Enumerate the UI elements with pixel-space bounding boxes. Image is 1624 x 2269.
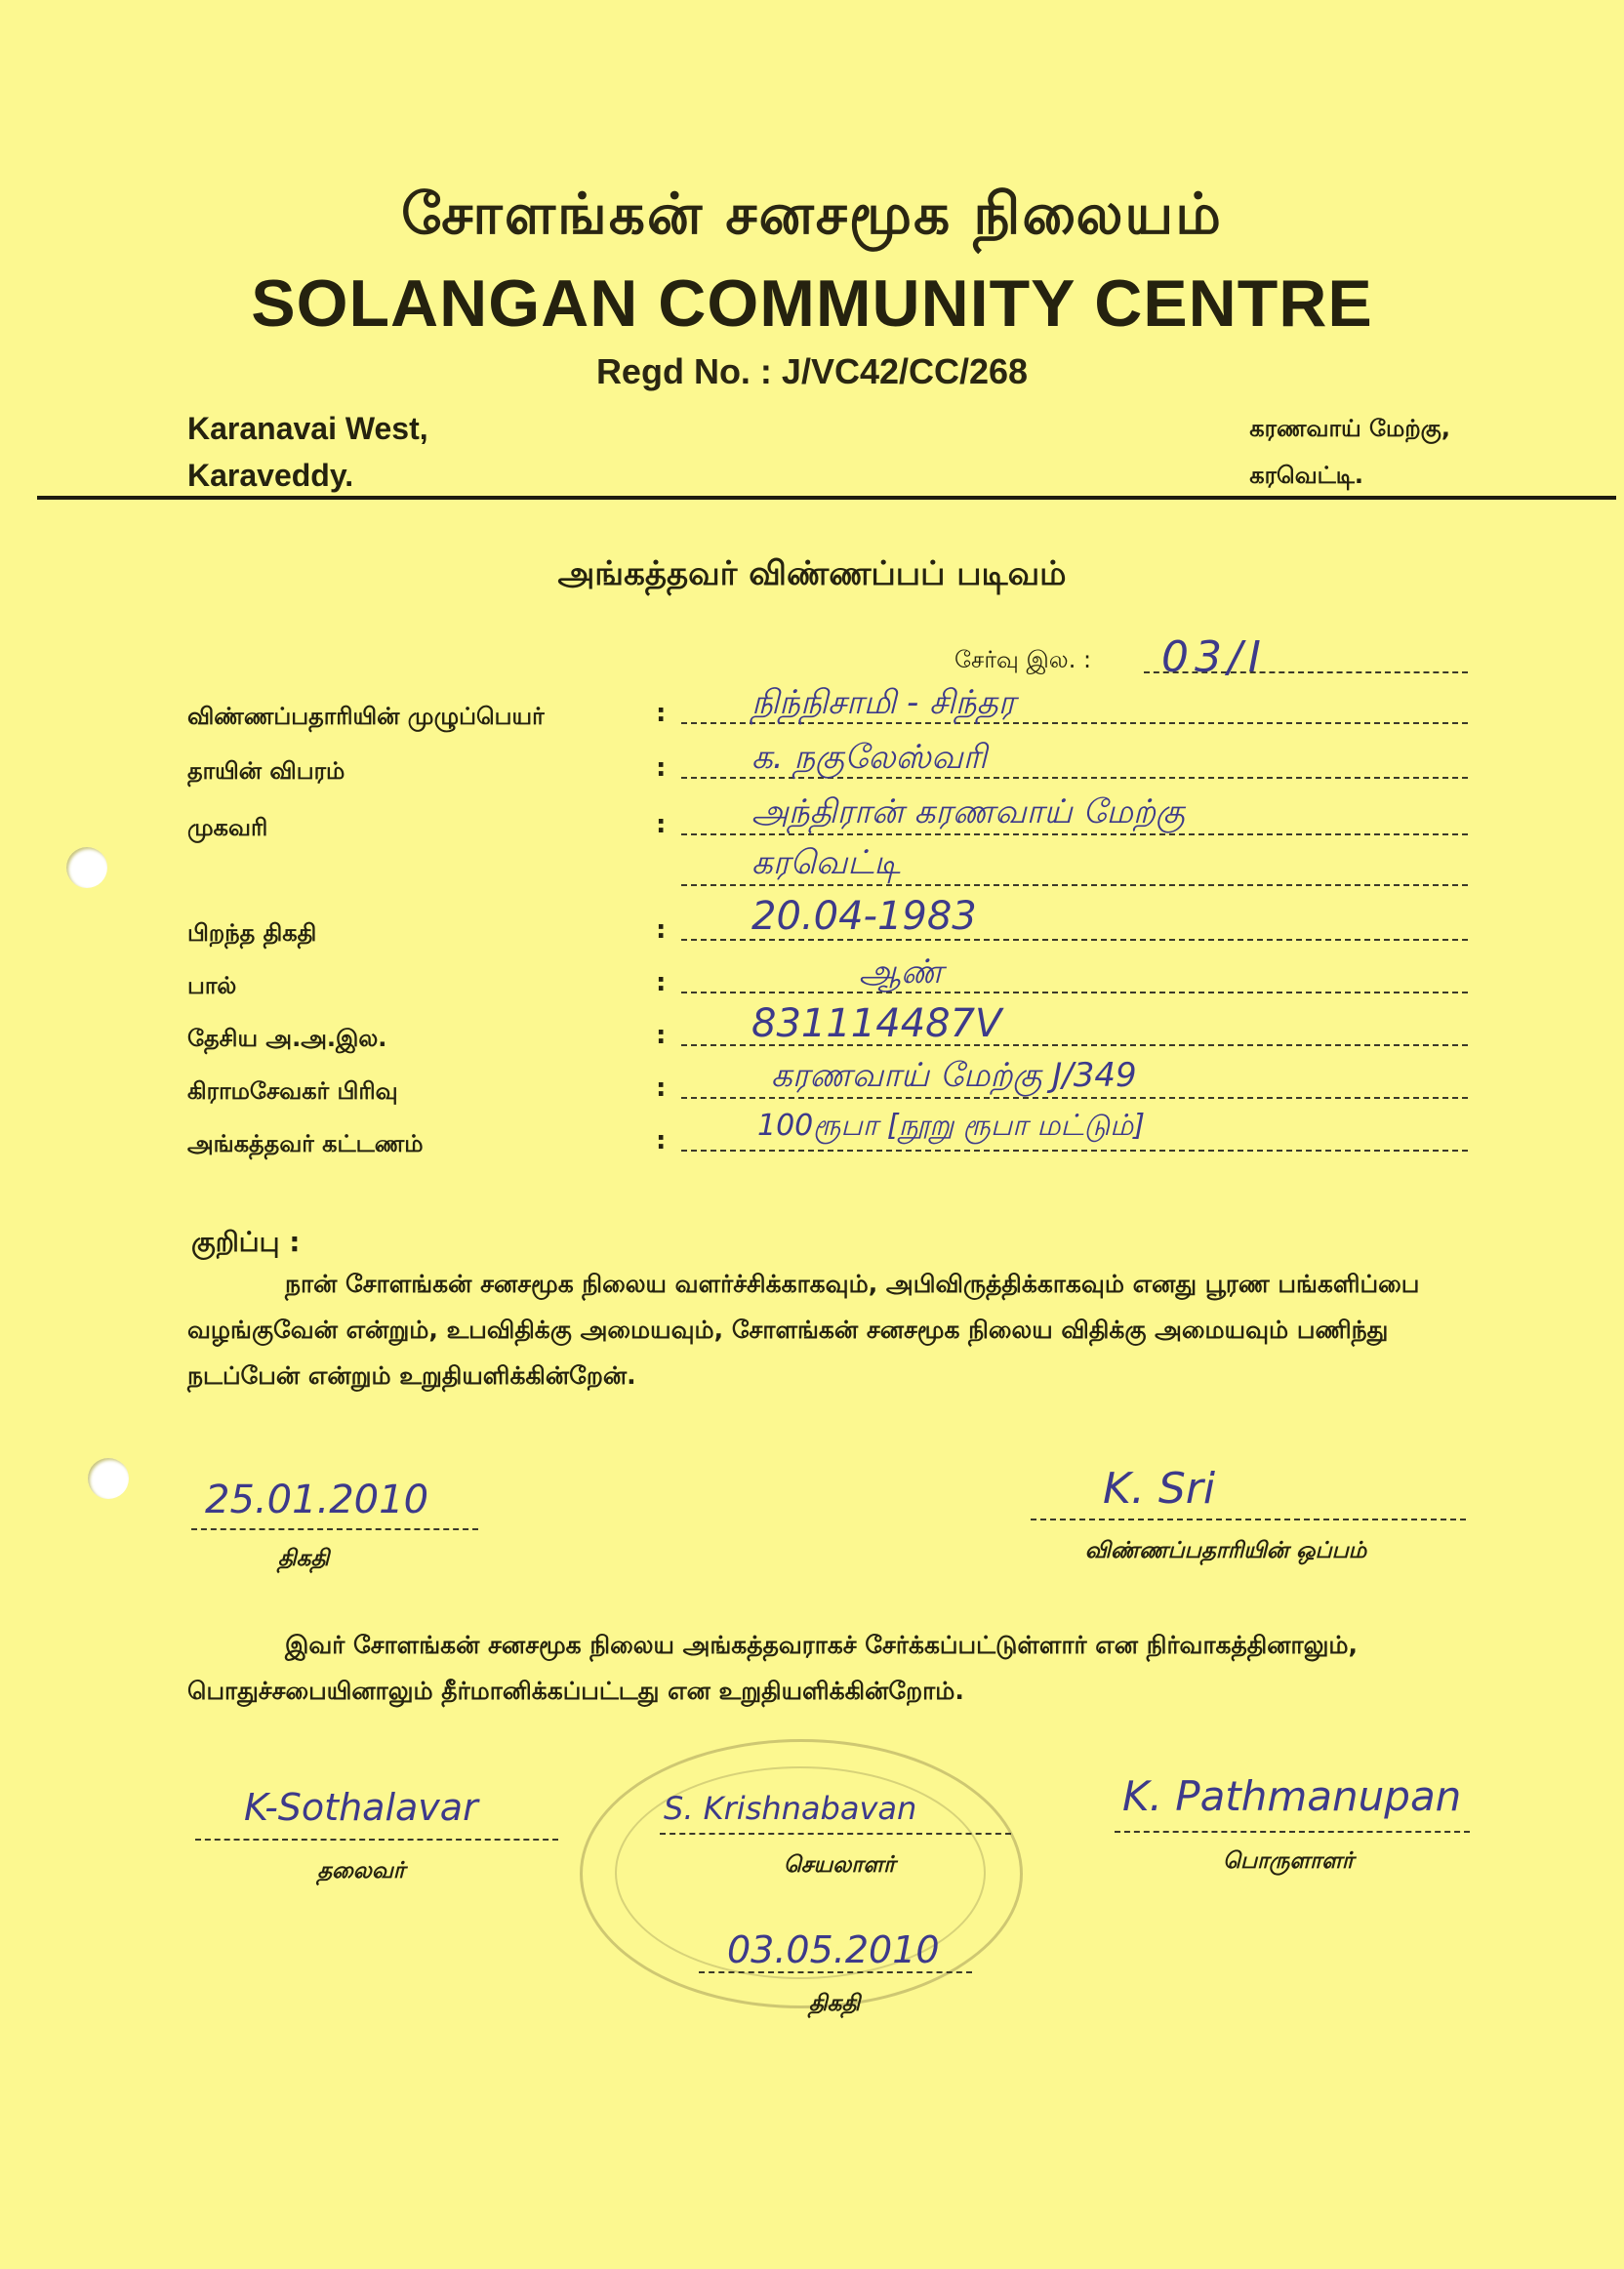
field-label-mother: தாயின் விபரம்: [187, 757, 345, 785]
field-line: [681, 992, 1468, 993]
colon: :: [656, 699, 667, 728]
address-line: Karanavai West,: [187, 411, 428, 446]
treasurer-caption: பொருளாளர்: [1223, 1848, 1354, 1874]
field-label-dob: பிறந்த திகதி: [187, 919, 317, 947]
applicant-signature: K. Sri: [1103, 1464, 1216, 1514]
field-line: [681, 1150, 1468, 1152]
colon: :: [656, 915, 667, 945]
secretary-caption: செயலாளர்: [783, 1852, 896, 1878]
field-value-nic: 831114487V: [751, 1001, 1002, 1046]
address-tamil: [1249, 405, 1450, 499]
punch-hole-bottom: [88, 1458, 129, 1499]
address-line: Karaveddy.: [187, 458, 354, 493]
field-line: [681, 939, 1468, 941]
field-value-address-line-1: அந்திரான் கரணவாய் மேற்கு: [751, 792, 1186, 831]
header-divider: [37, 496, 1616, 500]
secretary-signature: S. Krishnabavan: [664, 1790, 917, 1827]
field-value-address-line-2: கரவெட்டி: [751, 843, 901, 882]
approval-date-caption: திகதி: [808, 1991, 861, 2016]
field-label-membership-fee: அங்கத்தவர் கட்டணம்: [187, 1130, 424, 1157]
field-label-gn-division: கிராமசேவகர் பிரிவு: [187, 1077, 398, 1105]
field-value-mother: க. நகுலேஸ்வரி: [751, 738, 988, 777]
approval-date-line: [699, 1971, 972, 1973]
field-label-address: முகவரி: [187, 814, 268, 841]
note-paragraph: நான் சோளங்கன் சனசமூக நிலைய வளர்ச்சிக்காகவும், அபிவிருத்திக்காகவும் எனது பூரண பங்களிப்பை வழங்குவேன் என்றும், உபவிதிக்கு அமையவும், சோளங்கன் சனசமூக நிலைய விதிக்கு அமையவும் பணிந்து நடப்பேன் என்றும் உறுதியளிக்கின்றேன்.: [187, 1270, 1420, 1390]
treasurer-signature: K. Pathmanupan: [1122, 1772, 1462, 1820]
applicant-date-caption: திகதி: [277, 1546, 330, 1571]
colon: :: [656, 1126, 667, 1155]
colon: :: [656, 1074, 667, 1103]
colon: :: [656, 968, 667, 997]
secretary-signature-line: [660, 1833, 1011, 1835]
colon: :: [656, 810, 667, 839]
english-org-title: SOLANGAN COMMUNITY CENTRE: [251, 266, 1373, 341]
form-title: அங்கத்தவர் விண்ணப்பப் படிவம்: [557, 554, 1067, 593]
address-english: [187, 405, 428, 499]
field-label-nic: தேசிய அ.அ.இல.: [187, 1025, 387, 1052]
approval-date-value: 03.05.2010: [727, 1928, 940, 1971]
colon: :: [656, 1021, 667, 1050]
address-line: கரவெட்டி.: [1249, 462, 1363, 489]
field-value-gender: ஆண்: [859, 952, 944, 992]
field-label-gender: பால்: [187, 972, 237, 999]
tamil-org-title: சோளங்கன் சனசமூக நிலையம்: [401, 181, 1223, 247]
applicant-signature-caption: விண்ணப்பதாரியின் ஒப்பம்: [1084, 1538, 1367, 1563]
applicant-date-line: [191, 1528, 478, 1530]
colon: :: [656, 753, 667, 783]
applicant-date-value: 25.01.2010: [205, 1478, 429, 1522]
field-value-dob: 20.04-1983: [751, 894, 977, 939]
president-signature: K-Sothalavar: [244, 1786, 478, 1829]
approval-paragraph: இவர் சோளங்கன் சனசமூக நிலைய அங்கத்தவராகச் சேர்க்கப்பட்டுள்ளார் என நிர்வாகத்தினாலும், பொதுச்சபையினாலும் தீர்மானிக்கப்பட்டது என உறுதியளிக்கின்றோம்.: [187, 1631, 1358, 1705]
serial-label: சேர்வு இல. :: [954, 646, 1092, 673]
president-caption: தலைவர்: [317, 1858, 405, 1884]
registration-number: Regd No. : J/VC42/CC/268: [595, 351, 1029, 391]
serial-value: 03/I: [1161, 632, 1267, 682]
note-heading: குறிப்பு :: [191, 1226, 301, 1258]
address-line: கரணவாய் மேற்கு,: [1249, 415, 1450, 442]
punch-hole-top: [66, 847, 107, 888]
applicant-signature-line: [1031, 1519, 1466, 1520]
field-value-gn-division: கரணவாய் மேற்கு J/349: [771, 1056, 1137, 1095]
field-label-full-name: விண்ணப்பதாரியின் முழுப்பெயர்: [187, 703, 545, 730]
field-value-membership-fee: 100ரூபா [நூறு ரூபா மட்டும்]: [757, 1109, 1146, 1143]
field-value-full-name: நிந்நிசாமி - சிந்தர: [751, 683, 1016, 722]
president-signature-line: [195, 1839, 558, 1841]
treasurer-signature-line: [1115, 1831, 1470, 1833]
